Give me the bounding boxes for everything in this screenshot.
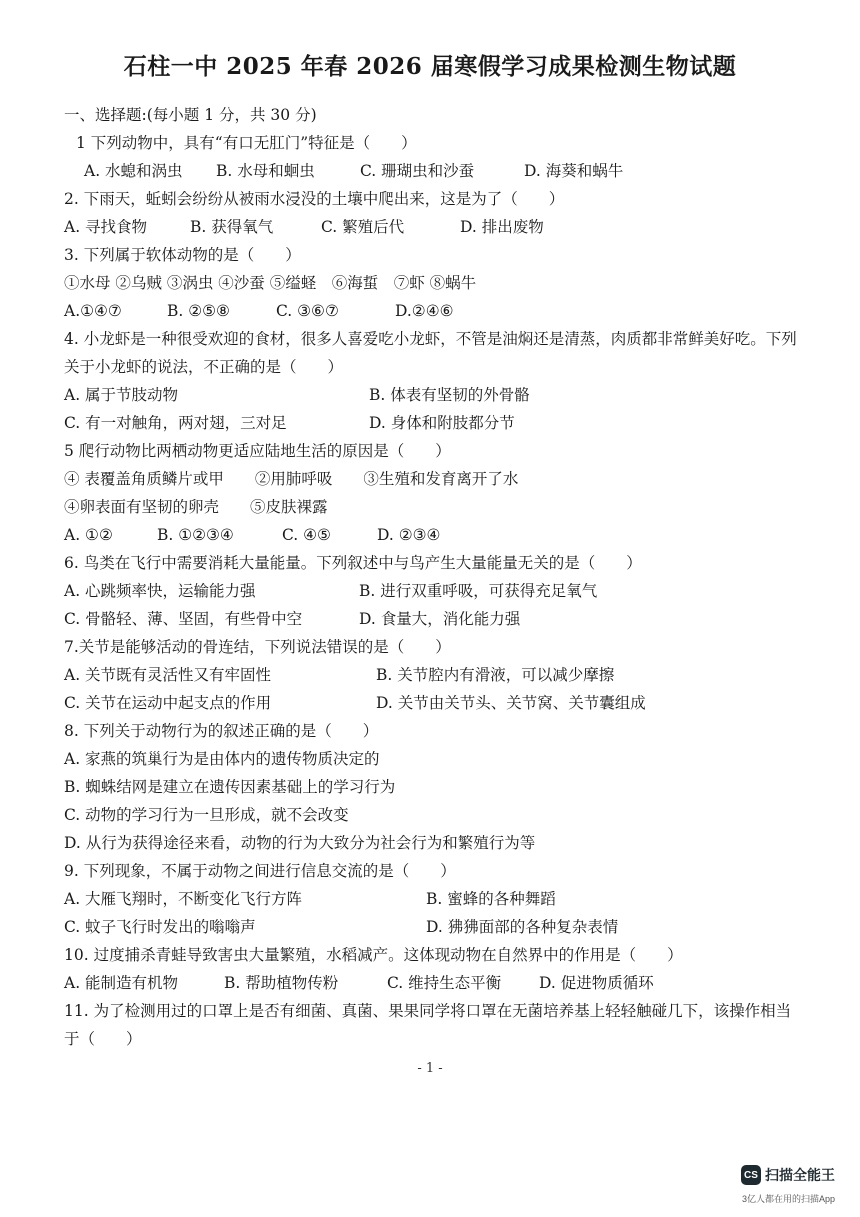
question-3-options xyxy=(64,297,804,325)
option-a: A.①④⑦ xyxy=(64,302,122,320)
question-10-stem: 10. 过度捕杀青蛙导致害虫大量繁殖，水稻减产。这体现动物在自然界中的作用是（ ） xyxy=(64,946,683,964)
question-4-options-row2 xyxy=(64,409,804,437)
question-1-options xyxy=(64,157,804,185)
option-c: C. 有一对触角，两对翅，三对足 xyxy=(64,414,287,432)
option-b: B. 蜘蛛结网是建立在遗传因素基础上的学习行为 xyxy=(64,778,396,796)
option-c: C. 繁殖后代 xyxy=(321,218,405,236)
option-c: C. 维持生态平衡 xyxy=(387,974,502,992)
page-number: - 1 - xyxy=(417,1061,443,1076)
option-c: C. 骨骼轻、薄、坚固，有些骨中空 xyxy=(64,610,303,628)
option-b: B. 体表有坚韧的外骨骼 xyxy=(369,386,530,404)
question-10-options xyxy=(64,969,804,997)
scanner-app-name: 扫描全能王 xyxy=(765,1167,835,1183)
question-5-stem: 5 爬行动物比两栖动物更适应陆地生活的原因是（ ） xyxy=(64,442,451,460)
question-7-stem: 7.关节是能够活动的骨连结，下列说法错误的是（ ） xyxy=(64,638,451,656)
question-4-options-row1 xyxy=(64,381,804,409)
option-b: B. ②⑤⑧ xyxy=(167,302,230,320)
option-a: A. 属于节肢动物 xyxy=(64,386,179,404)
option-d: D. 身体和附肢都分节 xyxy=(369,414,515,432)
question-5-items-row1: ④ 表覆盖角质鳞片或甲 ②用肺呼吸 ③生殖和发育离开了水 xyxy=(64,470,519,488)
question-9-stem: 9. 下列现象，不属于动物之间进行信息交流的是（ ） xyxy=(64,862,456,880)
option-d: D. ②③④ xyxy=(377,526,441,544)
camscanner-logo-icon: CS xyxy=(741,1165,761,1185)
option-b: B. 水母和蛔虫 xyxy=(216,162,315,180)
question-8-stem: 8. 下列关于动物行为的叙述正确的是（ ） xyxy=(64,722,379,740)
question-2-options xyxy=(64,213,804,241)
option-a: A. 寻找食物 xyxy=(64,218,148,236)
question-4-stem: 4. 小龙虾是一种很受欢迎的食材，很多人喜爱吃小龙虾，不管是油焖还是清蒸，肉质都非常鲜美好吃。下列关于小龙虾的说法，不正确的是（ ） xyxy=(64,330,797,376)
question-3-items: ①水母 ②乌贼 ③涡虫 ④沙蚕 ⑤缢蛏 ⑥海蜇 ⑦虾 ⑧蜗牛 xyxy=(64,274,477,292)
option-d: D. 促进物质循环 xyxy=(539,974,654,992)
option-a: A. 心跳频率快，运输能力强 xyxy=(64,582,256,600)
option-c: C. 动物的学习行为一旦形成，就不会改变 xyxy=(64,806,349,824)
option-b: B. 帮助植物传粉 xyxy=(224,974,339,992)
question-6-options-row1 xyxy=(64,577,804,605)
option-b: B. 蜜蜂的各种舞蹈 xyxy=(426,890,556,908)
option-d: D. 食量大，消化能力强 xyxy=(359,610,521,628)
question-6-options-row2 xyxy=(64,605,804,633)
section-heading: 一、选择题:(每小题 1 分，共 30 分) xyxy=(64,106,317,124)
option-c: C. ③⑥⑦ xyxy=(276,302,339,320)
option-a: A. 能制造有机物 xyxy=(64,974,179,992)
option-b: B. 获得氧气 xyxy=(190,218,274,236)
option-c: C. 蚊子飞行时发出的嗡嗡声 xyxy=(64,918,256,936)
option-b: B. 进行双重呼吸，可获得充足氧气 xyxy=(359,582,598,600)
option-a: A. 家燕的筑巢行为是由体内的遗传物质决定的 xyxy=(64,750,380,768)
option-a: A. 大雁飞翔时，不断变化飞行方阵 xyxy=(64,890,303,908)
question-3-stem: 3. 下列属于软体动物的是（ ） xyxy=(64,246,301,264)
page-title: 石柱一中 2025 年春 2026 届寒假学习成果检测生物试题 xyxy=(123,53,737,80)
question-7-options-row2 xyxy=(64,689,804,717)
option-a: A. 关节既有灵活性又有牢固性 xyxy=(64,666,272,684)
option-c: C. ④⑤ xyxy=(282,526,331,544)
option-b: B. 关节腔内有滑液，可以减少摩擦 xyxy=(376,666,615,684)
option-d: D. 海葵和蜗牛 xyxy=(524,162,624,180)
question-5-options xyxy=(64,521,804,549)
option-c: C. 关节在运动中起支点的作用 xyxy=(64,694,272,712)
option-c: C. 珊瑚虫和沙蚕 xyxy=(360,162,475,180)
question-6-stem: 6. 鸟类在飞行中需要消耗大量能量。下列叙述中与鸟产生大量能量无关的是（ ） xyxy=(64,554,642,572)
question-9-options-row2 xyxy=(64,913,804,941)
option-a: A. ①② xyxy=(64,526,113,544)
question-1-stem: 1 下列动物中，具有“有口无肛门”特征是（ ） xyxy=(76,134,417,152)
question-11-stem: 11. 为了检测用过的口罩上是否有细菌、真菌、果果同学将口罩在无菌培养基上轻轻触碰几下，该操作相当于（ ） xyxy=(64,1002,792,1048)
scanner-watermark xyxy=(741,1165,835,1185)
scanner-tagline: 3亿人都在用的扫描App xyxy=(742,1194,836,1204)
question-9-options-row1 xyxy=(64,885,804,913)
option-d: D. 狒狒面部的各种复杂表情 xyxy=(426,918,619,936)
question-5-items-row2: ④卵表面有坚韧的卵壳 ⑤皮肤裸露 xyxy=(64,498,328,516)
question-7-options-row1 xyxy=(64,661,804,689)
option-b: B. ①②③④ xyxy=(157,526,234,544)
option-d: D. 排出废物 xyxy=(460,218,544,236)
option-d: D. 关节由关节头、关节窝、关节囊组成 xyxy=(376,694,646,712)
option-d: D. 从行为获得途径来看，动物的行为大致分为社会行为和繁殖行为等 xyxy=(64,834,536,852)
option-a: A. 水螅和涡虫 xyxy=(84,162,183,180)
option-d: D.②④⑥ xyxy=(395,302,454,320)
question-2-stem: 2. 下雨天，蚯蚓会纷纷从被雨水浸没的土壤中爬出来，这是为了（ ） xyxy=(64,190,565,208)
